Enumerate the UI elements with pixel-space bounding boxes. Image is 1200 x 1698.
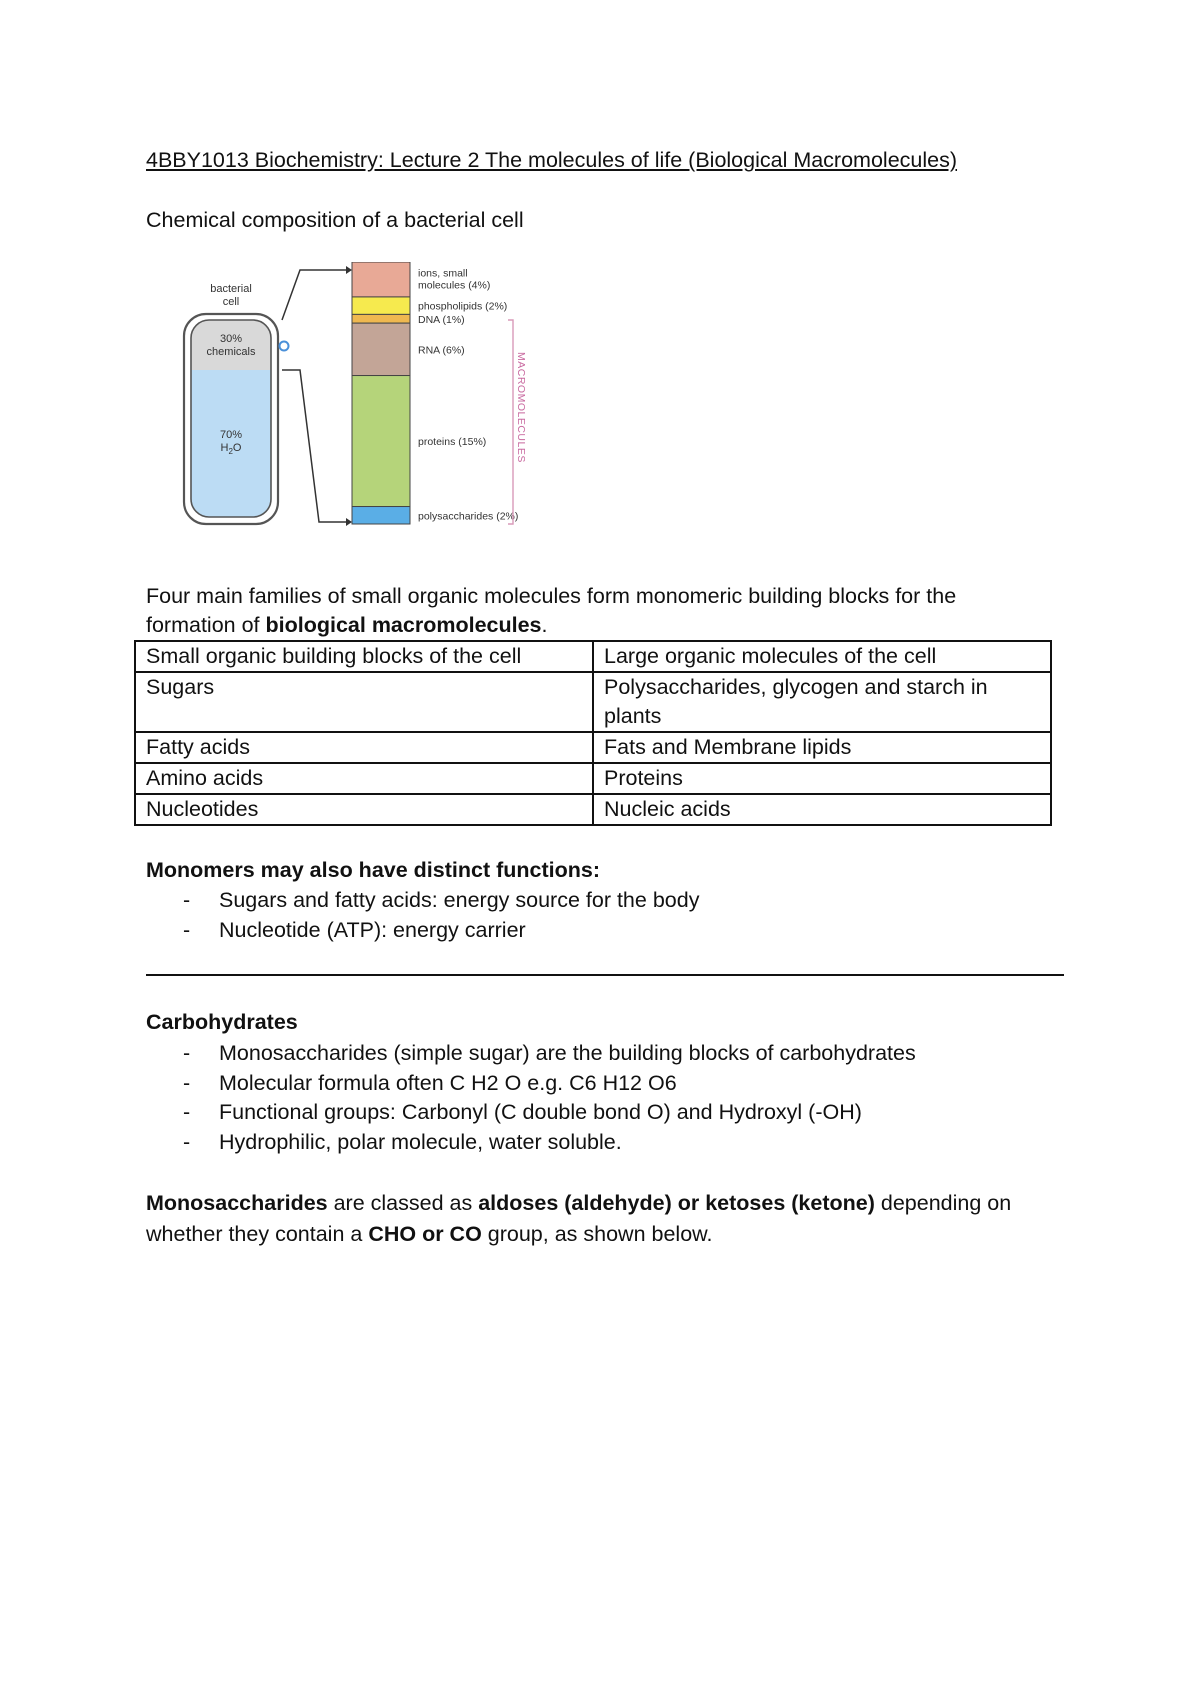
- list-item: - Nucleotide (ATP): energy carrier: [146, 916, 699, 946]
- macromolecules-bracket: [508, 320, 513, 524]
- composition-label: ions, small: [418, 267, 468, 280]
- cell-label-line1: bacterial: [210, 283, 252, 295]
- composition-segment: [352, 262, 410, 297]
- table-header-cell: Small organic building blocks of the cell: [135, 641, 593, 672]
- list-item: - Functional groups: Carbonyl (C double bond O) and Hydroxyl (-OH): [146, 1098, 916, 1128]
- table-cell: Nucleotides: [135, 794, 593, 825]
- list-item: - Hydrophilic, polar molecule, water soluble.: [146, 1128, 916, 1158]
- composition-segment: [352, 507, 410, 524]
- monosaccharides-paragraph: Monosaccharides are classed as aldoses (aldehyde) or ketoses (ketone) depending on whether they contain a CHO or CO group, as shown below.: [146, 1191, 1012, 1246]
- table-header-cell: Large organic molecules of the cell: [593, 641, 1051, 672]
- list-dash: -: [183, 1100, 191, 1124]
- cell-water-region: [191, 370, 271, 517]
- composition-label: RNA (6%): [418, 344, 465, 357]
- cell-label-line2: cell: [222, 296, 240, 308]
- cell-chemicals-region: [191, 320, 271, 370]
- composition-stack-bar: [352, 262, 410, 524]
- composition-label: DNA (1%): [418, 313, 465, 326]
- list-item: - Molecular formula often C H2 O e.g. C6 H12 O6: [146, 1069, 916, 1099]
- expansion-arrow-top: [346, 266, 352, 274]
- table-cell: Fatty acids: [135, 732, 593, 763]
- water-percent: 70%: [219, 429, 243, 441]
- expansion-line-bottom: [282, 370, 346, 522]
- list-dash: -: [183, 1070, 191, 1095]
- bacterial-cell-figure: [176, 262, 556, 534]
- expansion-line-top: [282, 270, 346, 320]
- composition-label: polysaccharides (2%): [418, 510, 519, 523]
- table-cell: Nucleic acids: [593, 794, 1051, 825]
- table-row: [135, 732, 1051, 763]
- intro-bold: biological macromolecules: [265, 613, 542, 637]
- section-heading-composition: Chemical composition of a bacterial cell: [146, 208, 524, 232]
- composition-label: proteins (15%): [418, 436, 487, 449]
- chem-percent: 30%: [219, 333, 243, 345]
- table-row: [135, 672, 1051, 732]
- list-dash: -: [183, 1041, 191, 1065]
- macromolecules-label: MACROMOLECULES: [515, 352, 527, 463]
- composition-label: molecules (4%): [418, 279, 491, 292]
- zoom-marker: [280, 342, 289, 351]
- monomers-list: [146, 886, 699, 945]
- building-blocks-table: [134, 640, 1052, 826]
- list-item: - Monosaccharides (simple sugar) are the building blocks of carbohydrates: [146, 1039, 916, 1069]
- table-row: [135, 794, 1051, 825]
- composition-segment: [352, 323, 410, 375]
- expansion-arrow-bottom: [346, 518, 352, 526]
- chem-label: chemicals: [206, 346, 256, 358]
- list-dash: -: [183, 888, 191, 912]
- document-title: 4BBY1013 Biochemistry: Lecture 2 The molecules of life (Biological Macromolecules): [146, 148, 958, 172]
- list-dash: -: [183, 917, 191, 942]
- composition-segment: [352, 314, 410, 323]
- composition-segment: [352, 376, 410, 507]
- composition-segment: [352, 297, 410, 314]
- carbohydrates-heading: Carbohydrates: [146, 1010, 298, 1034]
- composition-label: phospholipids (2%): [418, 300, 508, 313]
- table-cell: Sugars: [135, 672, 593, 732]
- list-item: - Sugars and fatty acids: energy source for the body: [146, 886, 699, 916]
- table-cell: Amino acids: [135, 763, 593, 794]
- monomers-heading: Monomers may also have distinct functions:: [146, 858, 600, 882]
- intro-paragraph: Four main families of small organic molecules form monomeric building blocks for the formation of biological macromolecules.: [146, 584, 957, 637]
- horizontal-divider: [146, 974, 1064, 976]
- table-cell: Polysaccharides, glycogen and starch in plants: [593, 672, 1051, 732]
- list-dash: -: [183, 1129, 191, 1154]
- table-cell: Fats and Membrane lipids: [593, 732, 1051, 763]
- table-row: [135, 763, 1051, 794]
- water-formula: $H_2O$: [220, 442, 242, 456]
- composition-labels: [418, 267, 518, 522]
- table-header-row: [135, 641, 1051, 672]
- carbohydrates-list: [146, 1039, 916, 1157]
- table-cell: Proteins: [593, 763, 1051, 794]
